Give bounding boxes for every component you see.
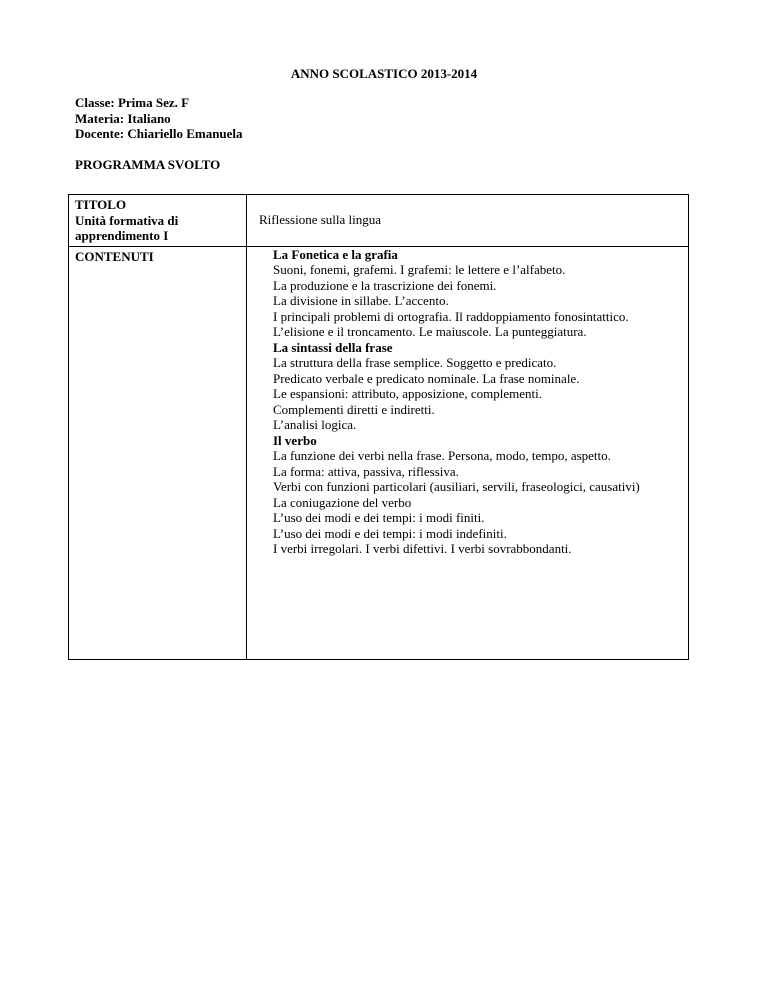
subject-line: Materia: Italiano (75, 110, 171, 126)
content-item: Suoni, fonemi, grafemi. I grafemi: le lettere e l’alfabeto. (273, 262, 566, 277)
unit-title-cell (247, 195, 689, 247)
content-item: La forma: attiva, passiva, riflessiva. (273, 463, 459, 479)
teacher-line: Docente: Chiariello Emanuela (75, 126, 243, 141)
content-item: Le espansioni: attributo, apposizione, complementi. (273, 386, 542, 401)
content-item: La struttura della frase semplice. Soggetto e predicato. (273, 355, 557, 370)
contents-cell (247, 246, 689, 660)
program-table (68, 194, 689, 660)
contenuti-label: CONTENUTI (75, 248, 154, 264)
contents-label-cell (69, 246, 247, 660)
content-item: La funzione dei verbi nella frase. Persona, modo, tempo, aspetto. (273, 448, 611, 463)
table-row-contents (69, 246, 689, 660)
class-line: Classe: Prima Sez. F (75, 95, 190, 110)
content-item: Complementi diretti e indiretti. (273, 401, 435, 417)
content-item: La produzione e la trascrizione dei fonemi. (273, 277, 497, 293)
unit-title: Riflessione sulla lingua (259, 212, 382, 227)
table-row-title (69, 195, 689, 247)
title-label-cell (69, 195, 247, 247)
content-item: L’elisione e il troncamento. Le maiuscole. La punteggiatura. (273, 324, 587, 339)
titolo-label: TITOLO (75, 197, 127, 212)
content-item: I verbi irregolari. I verbi difettivi. I verbi sovrabbondanti. (273, 541, 572, 556)
content-item: L’analisi logica. (273, 417, 357, 432)
content-section-heading: Il verbo (273, 432, 317, 448)
content-section-heading: La sintassi della frase (273, 339, 393, 355)
content-item: La divisione in sillabe. L’accento. (273, 293, 449, 308)
content-item: Predicato verbale e predicato nominale. La frase nominale. (273, 370, 580, 386)
content-item: L’uso dei modi e dei tempi: i modi finiti. (273, 510, 485, 525)
content-section-heading: La Fonetica e la grafia (273, 246, 398, 262)
program-label: PROGRAMMA SVOLTO (75, 157, 221, 172)
content-item: Verbi con funzioni particolari (ausiliari, servili, fraseologici, causativi) (273, 479, 640, 494)
document-header (75, 95, 243, 142)
school-year-title: ANNO SCOLASTICO 2013-2014 (290, 66, 478, 81)
content-item: L’uso dei modi e dei tempi: i modi indefiniti. (273, 525, 507, 541)
unita-label-line2: apprendimento I (75, 228, 169, 243)
content-item: I principali problemi di ortografia. Il raddoppiamento fonosintattico. (273, 308, 629, 324)
unita-label-line1: Unità formativa di (75, 212, 179, 228)
content-item: La coniugazione del verbo (273, 494, 412, 510)
contents-list (247, 247, 688, 557)
